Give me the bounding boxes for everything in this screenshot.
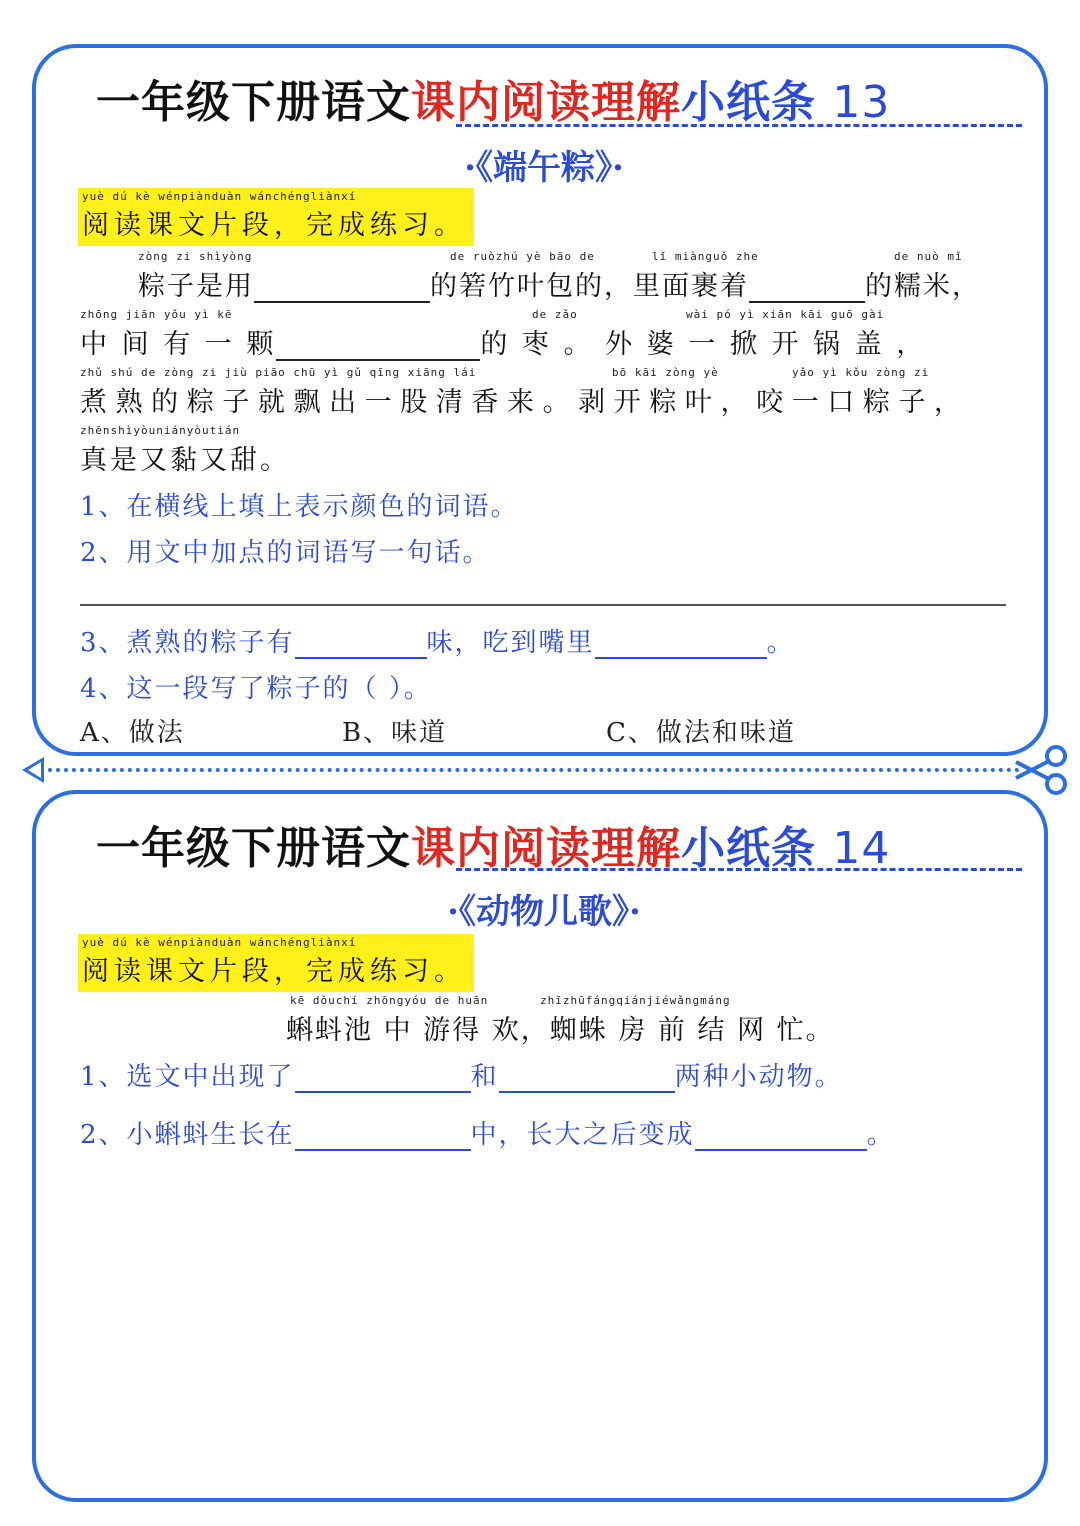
worksheet-card-13 — [32, 44, 1048, 756]
answer-blank[interactable] — [595, 627, 767, 659]
pinyin: bō kāi zòng yè — [612, 366, 719, 379]
answer-blank[interactable] — [254, 271, 430, 303]
passage-line-1 — [80, 250, 1010, 303]
lesson-title: ·《端午粽》· — [464, 148, 624, 188]
question-2: 2、用文中加点的词语写一句话。 — [80, 538, 491, 568]
question-1: 1、在横线上填上表示颜色的词语。 — [80, 492, 519, 522]
title-part-black: 一年级下册语文 — [96, 77, 411, 128]
question-text: 中，长大之后变成 — [470, 1120, 695, 1150]
answer-blank[interactable] — [276, 329, 480, 361]
passage-text: 的箬竹叶包的，里面裹着 — [430, 271, 749, 302]
worksheet-card-14 — [32, 790, 1048, 1502]
instruction-text: 阅读课文片段，完成练习。 — [82, 210, 466, 241]
title-part-blue: 小纸条 — [681, 823, 816, 874]
question-4: 4、这一段写了粽子的（ ）。 — [80, 674, 432, 704]
pinyin: zòng zi shìyòng — [138, 250, 253, 263]
passage-text: 粽子是用 — [138, 271, 254, 302]
title-number: 13 — [832, 77, 891, 128]
pinyin: yǎo yì kǒu zòng zi — [792, 366, 930, 379]
passage-line-1 — [286, 994, 846, 1047]
pinyin: zhīzhūfángqiánjiéwǎngmáng — [540, 994, 731, 1007]
question-text: 3、煮熟的粽子有 — [80, 628, 295, 658]
pinyin: de zǎo — [532, 308, 578, 321]
answer-blank[interactable] — [499, 1061, 675, 1093]
instruction-text: 阅读课文片段，完成练习。 — [82, 956, 466, 987]
pinyin: de nuò mǐ — [894, 250, 963, 263]
pinyin: wài pó yì xiān kāi guō gài — [686, 308, 885, 321]
passage-text: 蝌蚪池 中 游得 欢，蜘蛛 房 前 结 网 忙。 — [286, 1015, 835, 1046]
pinyin: zhǔ shú de zòng zi jiù piāo chū yì gǔ qīng xiāng lái — [80, 366, 477, 379]
answer-blank[interactable] — [295, 1119, 471, 1151]
instruction-pinyin: yuè dú kè wénpiànduàn wánchéngliànxí — [82, 190, 357, 203]
answer-blank[interactable] — [295, 1061, 471, 1093]
option-c[interactable]: C、做法和味道 — [606, 718, 796, 748]
title-part-black: 一年级下册语文 — [96, 823, 411, 874]
question-2 — [80, 1114, 895, 1151]
answer-blank[interactable] — [695, 1119, 867, 1151]
pinyin: zhōng jiān yǒu yì kē — [80, 308, 233, 321]
scissors-icon — [1012, 742, 1070, 798]
answer-blank[interactable] — [749, 271, 865, 303]
instruction-highlight — [78, 188, 474, 246]
cut-line — [40, 768, 1020, 772]
question-3 — [80, 622, 795, 659]
pinyin: kē dǒuchí zhōngyóu de huān — [290, 994, 489, 1007]
card-title — [96, 812, 1026, 876]
question-text: 1、选文中出现了 — [80, 1062, 295, 1092]
left-arrow-icon — [22, 757, 44, 783]
question-text: 和 — [470, 1062, 499, 1092]
title-part-red: 课内阅读理解 — [411, 823, 681, 874]
answer-line[interactable] — [80, 604, 1006, 606]
passage-line-4 — [80, 424, 1010, 477]
title-part-red: 课内阅读理解 — [411, 77, 681, 128]
question-1 — [80, 1056, 843, 1093]
option-a[interactable]: A、做法 — [80, 718, 185, 748]
answer-blank[interactable] — [295, 627, 427, 659]
title-part-blue: 小纸条 — [681, 77, 816, 128]
passage-line-3 — [80, 366, 1010, 419]
passage-text: 掀 开 锅 盖 ， — [729, 329, 927, 360]
question-text: 味，吃到嘴里 — [426, 628, 595, 658]
question-text: 。 — [766, 628, 795, 658]
passage-line-2 — [80, 308, 1010, 361]
lesson-title: ·《动物儿歌》· — [447, 892, 641, 932]
title-underline — [456, 124, 1022, 127]
title-number: 14 — [832, 823, 891, 874]
instruction-highlight — [78, 934, 474, 992]
option-b[interactable]: B、味道 — [342, 718, 448, 748]
passage-text: 剥 开 粽 叶 ， — [578, 387, 748, 418]
pinyin: de ruòzhú yè bāo de — [450, 250, 595, 263]
passage-text: 的糯米， — [865, 271, 981, 302]
question-text: 。 — [866, 1120, 895, 1150]
instruction-pinyin: yuè dú kè wénpiànduàn wánchéngliànxí — [82, 936, 357, 949]
title-underline — [456, 868, 1022, 871]
question-text: 2、小蝌蚪生长在 — [80, 1120, 295, 1150]
passage-text: 中 间 有 一 颗 — [80, 329, 277, 360]
pinyin: zhēnshìyòuniányòutián — [80, 424, 241, 437]
pinyin: lǐ miànguǒ zhe — [652, 250, 759, 263]
passage-text: 咬 一 口 粽 子 ， — [756, 387, 962, 418]
passage-text: 真是又黏又甜。 — [80, 445, 290, 476]
passage-text: 的 枣 。 外 婆 一 — [480, 329, 719, 360]
card-title — [96, 66, 1026, 130]
passage-text: 煮 熟 的 粽 子 就 飘 出 一 股 清 香 来 。 — [80, 387, 570, 418]
question-text: 两种小动物。 — [674, 1062, 843, 1092]
